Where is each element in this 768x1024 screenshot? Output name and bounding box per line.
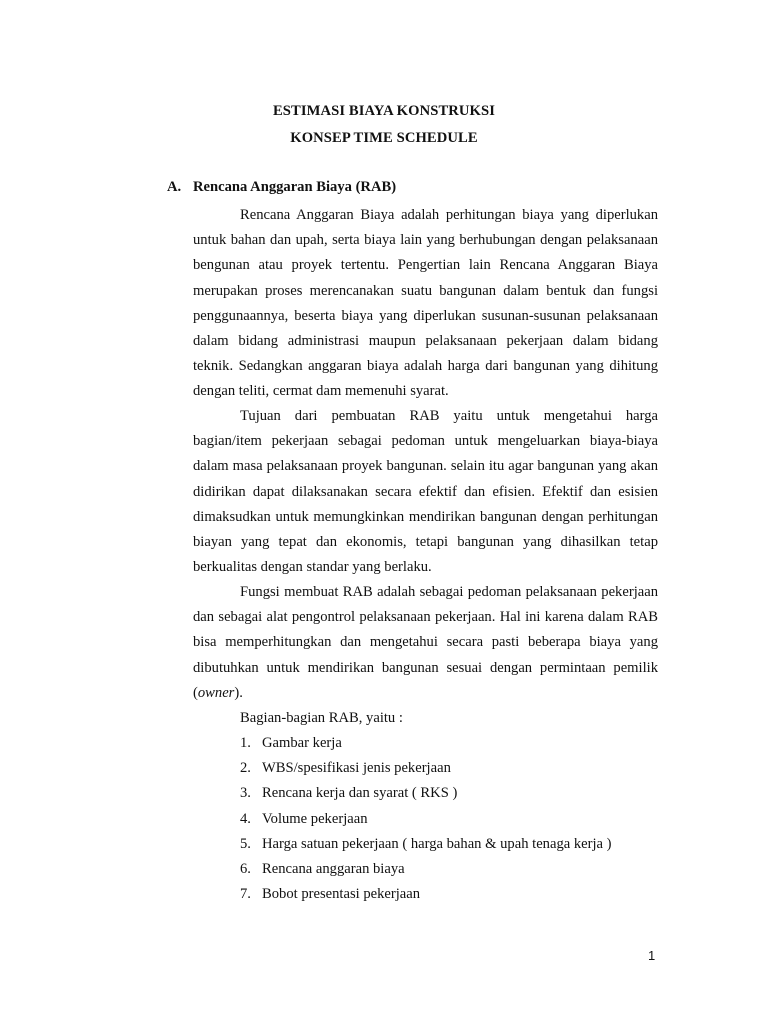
- paragraph-rab-purpose: Tujuan dari pembuatan RAB yaitu untuk mengetahui harga bagian/item pekerjaan sebagai pedoman untuk mengeluarkan biaya-biaya dalam masa pelaksanaan proyek bangunan. selain itu agar bangunan yang akan didirikan dapat dilaksanakan secara efektif dan efisien. Efektif dan esisien dimaksudkan untuk memungkinkan mendirikan bangunan dengan perhitungan biayan yang tepat dan ekonomis, tetapi bangunan yang dihasilkan tetap berkualitas dengan standar yang berlaku.: [193, 408, 658, 576]
- list-item-text: Rencana kerja dan syarat ( RKS ): [262, 785, 458, 802]
- paragraph-rab-definition: Rencana Anggaran Biaya adalah perhitungan biaya yang diperlukan untuk bahan dan upah, serta biaya lain yang berhubungan dengan pelaksanaan bengunan atau proyek tertentu. Pengertian lain Rencana Anggaran Biaya merupakan proses merencanakan suatu bangunan dalam bentuk dan fungsi penggunaannya, beserta biaya yang diperlukan susunan-susunan pelaksanaan dalam bidang administrasi maupun pelaksanaan pekerjaan dalam bidang teknik. Sedangkan anggaran biaya adalah harga dari bangunan yang dihitung dengan teliti, cermat dam memenuhi syarat.: [193, 207, 658, 400]
- list-item-number: 5.: [240, 835, 251, 852]
- list-item-number: 4.: [240, 810, 251, 827]
- page-number: 1: [648, 948, 656, 963]
- list-item-number: 7.: [240, 886, 251, 903]
- paragraph-text-end: ).: [234, 684, 243, 701]
- list-item: [240, 882, 612, 907]
- list-item-text: Rencana anggaran biaya: [262, 860, 405, 877]
- section-letter: A.: [167, 179, 182, 195]
- list-item: [240, 807, 612, 832]
- list-item: [240, 781, 612, 806]
- list-item-text: Harga satuan pekerjaan ( harga bahan & upah tenaga kerja ): [262, 835, 612, 852]
- paragraph-rab-function: [193, 580, 658, 706]
- section-heading: [167, 179, 396, 196]
- list-intro: Bagian-bagian RAB, yaitu :: [240, 710, 403, 726]
- list-item: [240, 756, 612, 781]
- section-title: Rencana Anggaran Biaya (RAB): [193, 179, 397, 195]
- document-title: ESTIMASI BIAYA KONSTRUKSI: [272, 103, 496, 119]
- rab-parts-list: [240, 731, 612, 907]
- emphasis-owner: owner: [197, 684, 235, 701]
- paragraph-text: Fungsi membuat RAB adalah sebagai pedoman pelaksanaan pekerjaan dan sebagai alat pengontrol pelaksanaan pekerjaan. Hal ini karena dalam RAB bisa memperhitungkan dan mengetahui secara pasti beberapa biaya yang dibutuhkan untuk mendirikan bangunan sesuai dengan permintaan pemilik (: [193, 584, 658, 701]
- list-item-number: 3.: [240, 785, 251, 802]
- list-item: [240, 832, 612, 857]
- list-item-text: Bobot presentasi pekerjaan: [262, 886, 421, 903]
- list-item: [240, 731, 612, 756]
- list-item-text: Gambar kerja: [262, 735, 342, 751]
- list-item-text: WBS/spesifikasi jenis pekerjaan: [262, 760, 451, 777]
- list-item-number: 6.: [240, 860, 251, 877]
- list-item-number: 2.: [240, 760, 251, 777]
- list-item: [240, 857, 612, 882]
- list-item-number: 1.: [240, 735, 251, 751]
- document-subtitle: KONSEP TIME SCHEDULE: [290, 130, 478, 146]
- list-item-text: Volume pekerjaan: [262, 810, 368, 827]
